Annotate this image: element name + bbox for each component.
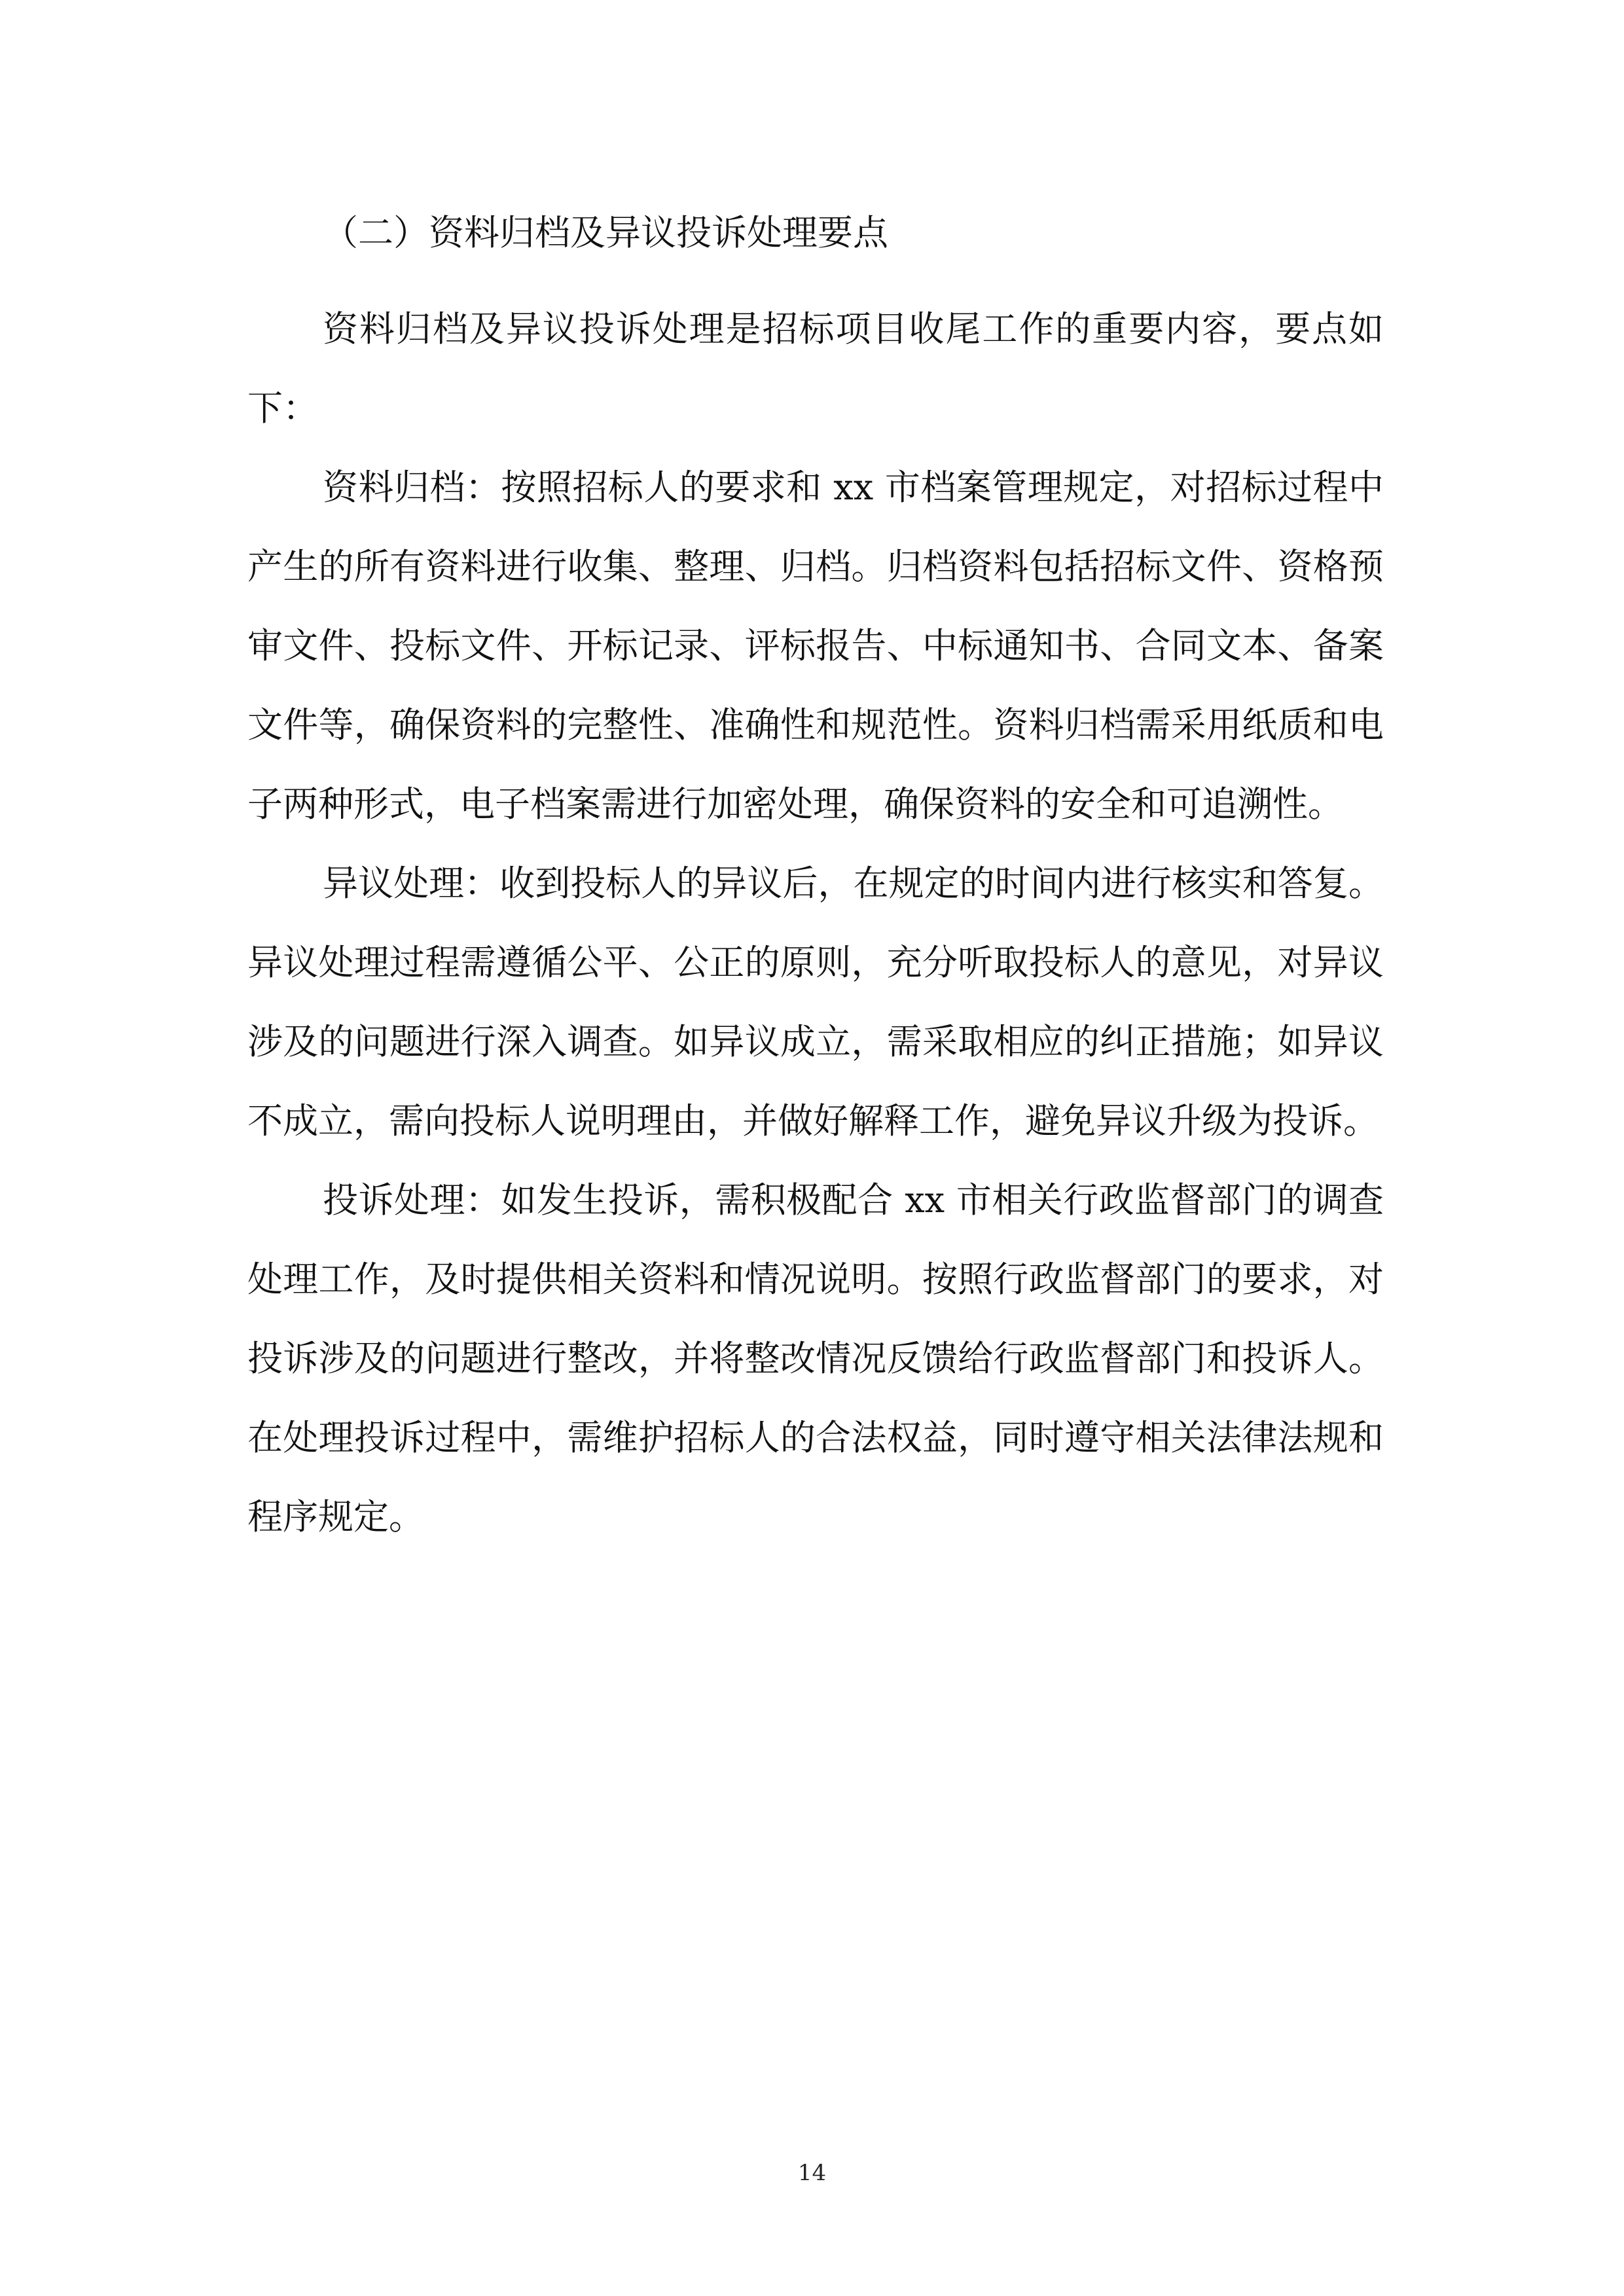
section-heading: （二）资料归档及异议投诉处理要点 bbox=[323, 212, 888, 253]
paragraph-complaint: 投诉处理：如发生投诉，需积极配合 xx 市相关行政监督部门的调查处理工作，及时提供相关资料和情况说明。按照行政监督部门的要求，对投诉涉及的问题进行整改，并将整改情况反馈给行政监督部门和投诉人。在处理投诉过程中，需维护招标人的合法权益，同时遵守相关法律法规和程序规定。 bbox=[247, 1179, 1384, 1537]
paragraph-objection: 异议处理：收到投标人的异议后，在规定的时间内进行核实和答复。异议处理过程需遵循公平、公正的原则，充分听取投标人的意见，对异议涉及的问题进行深入调查。如异议成立，需采取相应的纠正措施；如异议不成立，需向投标人说明理由，并做好解释工作，避免异议升级为投诉。 bbox=[247, 863, 1384, 1141]
paragraph-archiving: 资料归档：按照招标人的要求和 xx 市档案管理规定，对招标过程中产生的所有资料进行收集、整理、归档。归档资料包括招标文件、资格预审文件、投标文件、开标记录、评标报告、中标通知书、合同文本、备案文件等，确保资料的完整性、准确性和规范性。资料归档需采用纸质和电子两种形式，电子档案需进行加密处理，确保资料的安全和可追溯性。 bbox=[247, 467, 1384, 825]
paragraph-intro: 资料归档及异议投诉处理是招标项目收尾工作的重要内容，要点如下： bbox=[247, 308, 1384, 429]
page-content bbox=[247, 207, 1384, 1556]
page-number: 14 bbox=[797, 2160, 827, 2186]
